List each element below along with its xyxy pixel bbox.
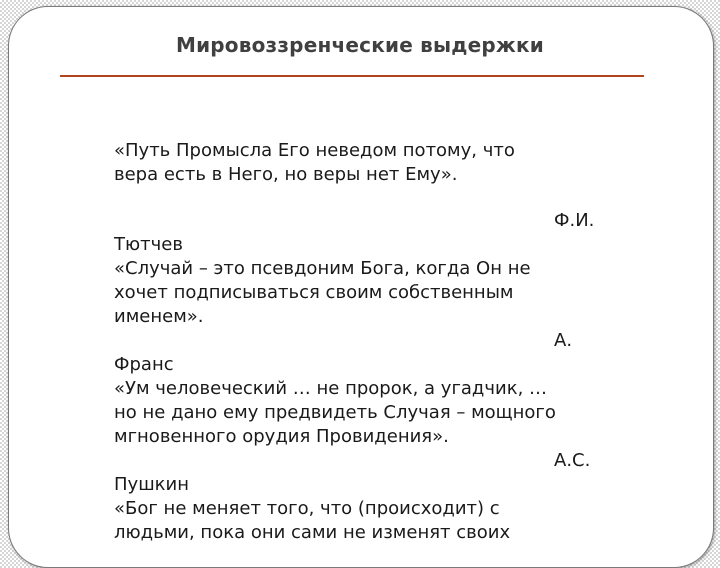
title-divider	[60, 75, 644, 77]
slide-title: Мировоззренческие выдержки	[175, 33, 545, 57]
quote-line: людьми, пока они сами не изменят своих	[114, 522, 511, 543]
author-surname: Франс	[114, 354, 174, 375]
quote-line: хочет подписываться своим собственным	[114, 282, 514, 303]
author-initials: А.	[554, 330, 573, 351]
quote-line: вера есть в Него, но веры нет Ему».	[114, 164, 458, 185]
quote-line: «Путь Промысла Его неведом потому, что	[114, 140, 515, 161]
quote-line: «Случай – это псевдоним Бога, когда Он не	[114, 258, 531, 279]
spacer	[114, 187, 609, 209]
author-initials: Ф.И.	[554, 210, 595, 231]
quotes-body	[114, 139, 609, 545]
quote-line: «Бог не меняет того, что (происходит) с	[114, 498, 500, 519]
author-initials: А.С.	[554, 450, 591, 471]
quote-line: но не дано ему предвидеть Случая – мощного	[114, 402, 556, 423]
quote-line: мгновенного орудия Провидения».	[114, 426, 449, 447]
quote-line: именем».	[114, 306, 204, 327]
author-surname: Тютчев	[114, 234, 183, 255]
quote-line: «Ум человеческий … не пророк, а угадчик, …	[114, 378, 548, 399]
author-surname: Пушкин	[114, 474, 189, 495]
